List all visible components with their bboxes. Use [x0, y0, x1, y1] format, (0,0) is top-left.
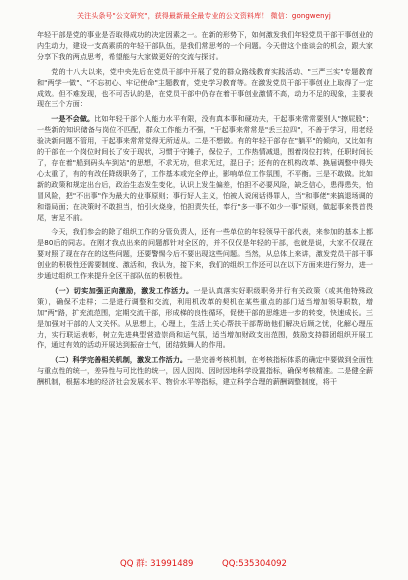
paragraph-problems — [37, 114, 373, 223]
paragraph-measure-1 — [37, 286, 373, 351]
paragraph-measure-2 — [37, 355, 373, 388]
paragraph-text: 党的十八大以来，党中央先后在党员干部中开展了党的群众路线教育实践活动、"三严三实"专题教育和"两学一做"、"不忘初心、牢记使命"主题教育，党史学习教育等。在激发党员干部干事创业上取得了一定成效。但不难发现，也不可否认的是，在党员干部中仍存在着干事创业激情不高，动力不足的现象，主要表现在三个方面： — [37, 66, 373, 109]
paragraph-intro — [37, 30, 373, 63]
paragraph-background — [37, 67, 373, 111]
paragraph-text: 一是完善考核机制，在考核指标体系的确定中要做到全面性与重点性的统一，差异性与可比性的统一，因人因岗、因时因地科学设置指标，确保考核精准。二是健全薪酬机制，根据本地的经济社会发展水平、物价水平等指标，建立科学合理的薪酬调整制度，将干 — [37, 355, 373, 387]
paragraph-lead: （一）切实加强正向激励，激发工作活力。 — [51, 285, 194, 295]
header-banner: 关注头条号"公文研究"，获得最新最全最专业的公文资料库！ 微信：gongwenyj — [77, 12, 331, 20]
paragraph-text: 比如年轻干部个人能力水平有限，没有真本事和硬功夫，干起事来常常要别人"擦屁股"；一些新的知识储备与岗位不匹配，群众工作能力不强，"干起事来常常是"丢三拉四"，不善于学习，用老经验决新问题不管用，干起事来常常觉得无所适从。二是不想做。有的年轻干部存在"躺平"的倾向，又比如有的干部在一个岗位时间长了安于现状，习惯于守摊子，保位子，工作热情减退，围着岗位打转，任职时间长了，存在着"船到码头车到站"的思想，不求无功，但求无过，混日子；还有的在机构改革、换届调整中得失心太重了，有的有改任降级职务了，工作基本或完全停止，影响单位工作氛围，不平衡。三是不敢做。比如新的政策和规定出台后，政治生态发生变化，认识上发生偏差，怕担不必要风险，缺乏信心，患得患失，怕冒风险，把"不出事"作为最大的业事原则；事行好人主义，怕被人说闲话得罪人，当"和事佬"来搞退场调的和谐局面；在决策时不敢担当，怕引火烧身，怕担责失任，奉行"多一事不如少一事"原则，做起事来畏首畏尾，害足不前。 — [37, 114, 373, 222]
qq-group-number: QQ 群: 31991489 — [120, 559, 194, 569]
paragraph-lead: （二）科学完善相关机制，激发工作活力。 — [51, 355, 188, 365]
paragraph-lead: 一是不会做。 — [51, 114, 95, 124]
qq-number: QQ:535304092 — [222, 559, 287, 569]
paragraph-text: 一是认真落实好职级职务并行有关政策（或其他特殊政策），确保不走样；二是进行调整和交流，利用机改革的契机在某些重点的部门适当增加领导职数，增加"两"路，扩充流范围，定期交流干部，形成梯的良性循环，促使干部的思维进一步的转变，快速成长。三是加强对干部的人文关怀。从思想上，心理上，生活上关心帮扶干部帮助他们解决后顾之忧，化解心理压力，实行联运表彰，树立先进典型营造崇尚和运气氛，适当增加财政支出范围，鼓励支持群团组织开展工作，通过有效的活动开展达到振奋士气，团结鼓舞人的作用。 — [37, 285, 374, 350]
paragraph-meeting — [37, 227, 373, 282]
paragraph-text: 年轻干部是党的事业是否取得成功的决定因素之一。在新的形势下，如何激发我们年轻党员干部干事创业的内生动力，建设一支高素质的年轻干部队伍，是我们常思考的一个问题。今天借这个座谈会的机会，跟大家分享下我的两点思考，希望能与大家做更好的交流与探讨。 — [37, 30, 373, 61]
paragraph-text: 今天，我们参会的除了组织工作的分管负责人，还有一些单位的年轻领导干部代表，来参加的基本上都是80后的同志。在刚才我点出来的问题都针对全区的，并不仅仅是年轻的干部，也就是说，大家不仅现在要对照了现在存在的这些问题，还要警惕今后不要出现这些问题。当然，从总体上来讲，激发党员干部干事创业的积极性还需要制度、激活和，我认为，接下来，我们的组织工作还可以在以下方面来进行努力，进一步通过组织工作来提升全区干部队伍的积极性。 — [37, 227, 373, 281]
article-body — [37, 30, 373, 392]
